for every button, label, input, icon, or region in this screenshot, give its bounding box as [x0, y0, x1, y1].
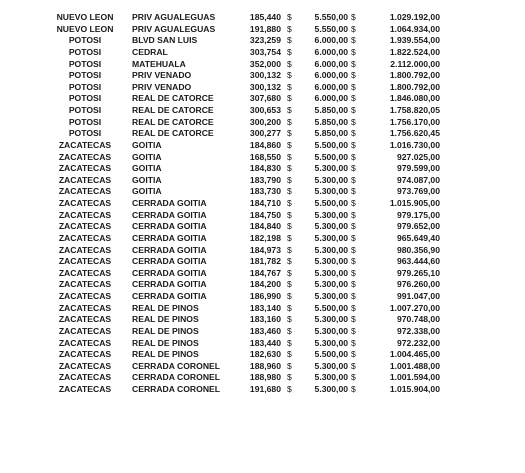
- price-cell: 5.300,00: [314, 325, 348, 336]
- price-cell: 5.300,00: [314, 314, 348, 325]
- currency-symbol: $: [351, 314, 356, 325]
- currency-symbol: $: [287, 372, 292, 383]
- table-row: [0, 361, 525, 373]
- total-cell: 980.356,90: [396, 244, 440, 255]
- place-cell: PRIV AGUALEGUAS: [132, 23, 216, 34]
- place-cell: PRIV VENADO: [132, 81, 192, 92]
- place-cell: CERRADA CORONEL: [132, 372, 221, 383]
- quantity-cell: 168,550: [249, 151, 281, 162]
- state-cell: NUEVO LEON: [56, 12, 114, 22]
- currency-symbol: $: [351, 139, 356, 150]
- state-cell: NUEVO LEON: [56, 23, 114, 34]
- quantity-cell: 184,710: [249, 198, 281, 208]
- currency-symbol: $: [351, 232, 356, 243]
- place-cell: GOITIA: [132, 186, 162, 197]
- place-cell: REAL DE CATORCE: [132, 93, 214, 104]
- currency-symbol: $: [351, 244, 356, 255]
- state-cell: ZACATECAS: [58, 221, 112, 232]
- quantity-cell: 184,830: [249, 163, 281, 174]
- currency-symbol: $: [287, 116, 292, 127]
- table-row: [0, 59, 525, 71]
- place-cell: PRIV AGUALEGUAS: [132, 12, 216, 22]
- state-cell: POTOSI: [68, 93, 102, 104]
- price-cell: 5.300,00: [314, 267, 348, 278]
- state-cell: ZACATECAS: [58, 232, 112, 243]
- total-cell: 979.652,00: [396, 221, 440, 232]
- quantity-cell: 184,767: [249, 267, 281, 278]
- total-cell: 1.800.792,00: [389, 81, 440, 92]
- currency-symbol: $: [287, 325, 292, 336]
- place-cell: CERRADA CORONEL: [132, 384, 221, 394]
- price-cell: 5.500,00: [314, 151, 348, 162]
- table-row: [0, 326, 525, 338]
- quantity-cell: 188,960: [249, 360, 281, 371]
- spreadsheet-table: [0, 12, 525, 396]
- currency-symbol: $: [351, 198, 356, 208]
- state-cell: ZACATECAS: [58, 174, 112, 185]
- currency-symbol: $: [287, 221, 292, 232]
- total-cell: 974.087,00: [396, 174, 440, 185]
- quantity-cell: 300,132: [249, 70, 281, 81]
- table-row: [0, 303, 525, 315]
- place-cell: GOITIA: [132, 139, 162, 150]
- total-cell: 1.846.080,00: [389, 93, 440, 104]
- total-cell: 991.047,00: [396, 291, 440, 301]
- total-cell: 1.756.620,45: [389, 128, 440, 139]
- quantity-cell: 191,680: [249, 384, 281, 394]
- table-row: [0, 93, 525, 105]
- price-cell: 5.500,00: [314, 139, 348, 150]
- state-cell: ZACATECAS: [58, 279, 112, 290]
- currency-symbol: $: [287, 46, 292, 57]
- total-cell: 1.015.904,00: [389, 384, 440, 394]
- table-row: [0, 210, 525, 222]
- currency-symbol: $: [351, 186, 356, 197]
- total-cell: 1.064.934,00: [389, 23, 440, 34]
- total-cell: 1.029.192,00: [389, 12, 440, 22]
- state-cell: ZACATECAS: [58, 314, 112, 325]
- table-row: [0, 12, 525, 24]
- price-cell: 5.300,00: [314, 337, 348, 348]
- table-row: [0, 372, 525, 384]
- total-cell: 1.016.730,00: [389, 139, 440, 150]
- total-cell: 1.758.820,05: [389, 105, 440, 115]
- table-row: [0, 268, 525, 280]
- place-cell: CERRADA GOITIA: [132, 221, 207, 232]
- state-cell: ZACATECAS: [58, 186, 112, 197]
- price-cell: 6.000,00: [314, 93, 348, 104]
- total-cell: 972.232,00: [396, 337, 440, 348]
- currency-symbol: $: [351, 23, 356, 34]
- state-cell: ZACATECAS: [58, 372, 112, 383]
- currency-symbol: $: [287, 93, 292, 104]
- quantity-cell: 191,880: [249, 23, 281, 34]
- total-cell: 1.756.170,00: [389, 116, 440, 127]
- currency-symbol: $: [287, 314, 292, 325]
- currency-symbol: $: [351, 256, 356, 267]
- currency-symbol: $: [351, 221, 356, 232]
- table-row: [0, 105, 525, 117]
- price-cell: 5.500,00: [314, 198, 348, 208]
- state-cell: POTOSI: [68, 46, 102, 57]
- price-cell: 5.300,00: [314, 384, 348, 394]
- place-cell: CERRADA GOITIA: [132, 291, 207, 301]
- table-row: [0, 384, 525, 396]
- currency-symbol: $: [287, 302, 292, 313]
- quantity-cell: 188,980: [249, 372, 281, 383]
- state-cell: POTOSI: [68, 116, 102, 127]
- price-cell: 5.300,00: [314, 360, 348, 371]
- place-cell: CERRADA GOITIA: [132, 256, 207, 267]
- quantity-cell: 184,200: [249, 279, 281, 290]
- quantity-cell: 300,653: [249, 105, 281, 115]
- table-row: [0, 70, 525, 82]
- currency-symbol: $: [287, 291, 292, 301]
- table-row: [0, 128, 525, 140]
- state-cell: ZACATECAS: [58, 384, 112, 394]
- currency-symbol: $: [351, 116, 356, 127]
- quantity-cell: 300,200: [249, 116, 281, 127]
- currency-symbol: $: [351, 279, 356, 290]
- quantity-cell: 181,782: [249, 256, 281, 267]
- total-cell: 979.599,00: [396, 163, 440, 174]
- price-cell: 6.000,00: [314, 70, 348, 81]
- price-cell: 5.500,00: [314, 302, 348, 313]
- total-cell: 1.001.594,00: [389, 372, 440, 383]
- state-cell: ZACATECAS: [58, 325, 112, 336]
- place-cell: CERRADA GOITIA: [132, 267, 207, 278]
- price-cell: 5.300,00: [314, 163, 348, 174]
- quantity-cell: 186,990: [249, 291, 281, 301]
- total-cell: 1.015.905,00: [389, 198, 440, 208]
- state-cell: ZACATECAS: [58, 198, 112, 208]
- currency-symbol: $: [287, 279, 292, 290]
- state-cell: POTOSI: [68, 105, 102, 115]
- total-cell: 970.748,00: [396, 314, 440, 325]
- quantity-cell: 183,790: [249, 174, 281, 185]
- place-cell: REAL DE PINOS: [132, 349, 199, 360]
- total-cell: 2.112.000,00: [390, 58, 440, 69]
- currency-symbol: $: [287, 23, 292, 34]
- place-cell: GOITIA: [132, 163, 162, 174]
- price-cell: 6.000,00: [314, 46, 348, 57]
- total-cell: 1.007.270,00: [389, 302, 440, 313]
- total-cell: 1.001.488,00: [389, 360, 440, 371]
- price-cell: 5.300,00: [314, 221, 348, 232]
- price-cell: 6.000,00: [314, 35, 348, 46]
- table-row: [0, 245, 525, 257]
- quantity-cell: 307,680: [249, 93, 281, 104]
- place-cell: REAL DE CATORCE: [132, 105, 214, 115]
- total-cell: 963.444,60: [396, 256, 440, 267]
- total-cell: 927.025,00: [396, 151, 440, 162]
- price-cell: 5.550,00: [314, 23, 348, 34]
- table-row: [0, 291, 525, 303]
- currency-symbol: $: [351, 174, 356, 185]
- table-row: [0, 175, 525, 187]
- place-cell: REAL DE CATORCE: [132, 128, 214, 139]
- quantity-cell: 300,132: [249, 81, 281, 92]
- quantity-cell: 184,750: [249, 209, 281, 220]
- table-row: [0, 186, 525, 198]
- total-cell: 965.649,40: [396, 232, 440, 243]
- state-cell: POTOSI: [68, 81, 102, 92]
- state-cell: POTOSI: [68, 35, 102, 46]
- currency-symbol: $: [351, 349, 356, 360]
- quantity-cell: 182,630: [249, 349, 281, 360]
- place-cell: REAL DE PINOS: [132, 337, 199, 348]
- currency-symbol: $: [287, 256, 292, 267]
- currency-symbol: $: [351, 151, 356, 162]
- place-cell: REAL DE PINOS: [132, 314, 199, 325]
- state-cell: ZACATECAS: [58, 209, 112, 220]
- total-cell: 1.800.792,00: [389, 70, 440, 81]
- currency-symbol: $: [287, 186, 292, 197]
- total-cell: 976.260,00: [396, 279, 440, 290]
- currency-symbol: $: [287, 174, 292, 185]
- price-cell: 5.300,00: [314, 232, 348, 243]
- table-row: [0, 163, 525, 175]
- currency-symbol: $: [351, 163, 356, 174]
- place-cell: CEDRAL: [132, 46, 168, 57]
- quantity-cell: 300,277: [249, 128, 281, 139]
- state-cell: POTOSI: [68, 128, 102, 139]
- table-row: [0, 152, 525, 164]
- total-cell: 972.338,00: [396, 325, 440, 336]
- price-cell: 5.550,00: [314, 12, 348, 22]
- place-cell: REAL DE PINOS: [132, 302, 199, 313]
- table-row: [0, 233, 525, 245]
- state-cell: ZACATECAS: [58, 256, 112, 267]
- table-row: [0, 279, 525, 291]
- table-row: [0, 117, 525, 129]
- price-cell: 5.500,00: [314, 349, 348, 360]
- currency-symbol: $: [351, 291, 356, 301]
- currency-symbol: $: [351, 337, 356, 348]
- currency-symbol: $: [351, 360, 356, 371]
- price-cell: 5.300,00: [314, 256, 348, 267]
- price-cell: 5.850,00: [314, 128, 348, 139]
- currency-symbol: $: [351, 302, 356, 313]
- place-cell: REAL DE PINOS: [132, 325, 199, 336]
- state-cell: ZACATECAS: [58, 244, 112, 255]
- quantity-cell: 323,259: [249, 35, 281, 46]
- place-cell: CERRADA GOITIA: [132, 244, 207, 255]
- place-cell: CERRADA GOITIA: [132, 279, 207, 290]
- quantity-cell: 183,460: [249, 325, 281, 336]
- state-cell: ZACATECAS: [58, 337, 112, 348]
- currency-symbol: $: [351, 35, 356, 46]
- currency-symbol: $: [351, 58, 356, 69]
- state-cell: POTOSI: [68, 70, 102, 81]
- table-row: [0, 24, 525, 36]
- state-cell: ZACATECAS: [58, 163, 112, 174]
- currency-symbol: $: [351, 372, 356, 383]
- price-cell: 5.300,00: [314, 244, 348, 255]
- table-row: [0, 47, 525, 59]
- place-cell: PRIV VENADO: [132, 70, 192, 81]
- currency-symbol: $: [287, 35, 292, 46]
- currency-symbol: $: [287, 198, 292, 208]
- currency-symbol: $: [287, 12, 292, 22]
- place-cell: REAL DE CATORCE: [132, 116, 214, 127]
- currency-symbol: $: [351, 93, 356, 104]
- currency-symbol: $: [351, 105, 356, 115]
- currency-symbol: $: [287, 384, 292, 394]
- quantity-cell: 183,730: [249, 186, 281, 197]
- quantity-cell: 184,860: [249, 139, 281, 150]
- currency-symbol: $: [351, 81, 356, 92]
- quantity-cell: 182,198: [249, 232, 281, 243]
- place-cell: GOITIA: [132, 174, 162, 185]
- currency-symbol: $: [351, 128, 356, 139]
- price-cell: 5.300,00: [314, 209, 348, 220]
- currency-symbol: $: [287, 139, 292, 150]
- table-row: [0, 256, 525, 268]
- quantity-cell: 352,000: [249, 58, 281, 69]
- quantity-cell: 183,140: [249, 302, 281, 313]
- currency-symbol: $: [287, 163, 292, 174]
- table-row: [0, 35, 525, 47]
- quantity-cell: 183,440: [249, 337, 281, 348]
- price-cell: 5.300,00: [314, 291, 348, 301]
- currency-symbol: $: [287, 337, 292, 348]
- total-cell: 979.265,10: [396, 267, 440, 278]
- price-cell: 5.300,00: [314, 186, 348, 197]
- currency-symbol: $: [351, 267, 356, 278]
- currency-symbol: $: [287, 81, 292, 92]
- currency-symbol: $: [287, 232, 292, 243]
- table-row: [0, 221, 525, 233]
- table-row: [0, 349, 525, 361]
- quantity-cell: 303,754: [249, 46, 281, 57]
- state-cell: ZACATECAS: [58, 291, 112, 301]
- total-cell: 1.004.465,00: [389, 349, 440, 360]
- currency-symbol: $: [287, 58, 292, 69]
- currency-symbol: $: [287, 267, 292, 278]
- table-row: [0, 140, 525, 152]
- place-cell: CERRADA GOITIA: [132, 232, 207, 243]
- quantity-cell: 184,840: [249, 221, 281, 232]
- currency-symbol: $: [351, 209, 356, 220]
- currency-symbol: $: [351, 384, 356, 394]
- state-cell: ZACATECAS: [58, 349, 112, 360]
- total-cell: 1.822.524,00: [389, 46, 440, 57]
- place-cell: GOITIA: [132, 151, 162, 162]
- table-row: [0, 82, 525, 94]
- price-cell: 5.850,00: [314, 105, 348, 115]
- price-cell: 5.300,00: [314, 279, 348, 290]
- currency-symbol: $: [287, 151, 292, 162]
- currency-symbol: $: [287, 128, 292, 139]
- place-cell: BLVD SAN LUIS: [132, 35, 198, 46]
- place-cell: CERRADA GOITIA: [132, 209, 207, 220]
- currency-symbol: $: [287, 105, 292, 115]
- state-cell: ZACATECAS: [58, 151, 112, 162]
- price-cell: 5.300,00: [314, 372, 348, 383]
- price-cell: 6.000,00: [314, 81, 348, 92]
- price-cell: 5.300,00: [314, 174, 348, 185]
- total-cell: 979.175,00: [396, 209, 440, 220]
- total-cell: 1.939.554,00: [389, 35, 440, 46]
- quantity-cell: 183,160: [249, 314, 281, 325]
- state-cell: POTOSI: [68, 58, 102, 69]
- currency-symbol: $: [287, 209, 292, 220]
- place-cell: CERRADA GOITIA: [132, 198, 207, 208]
- state-cell: ZACATECAS: [58, 139, 112, 150]
- currency-symbol: $: [351, 12, 356, 22]
- currency-symbol: $: [287, 349, 292, 360]
- quantity-cell: 185,440: [249, 12, 281, 22]
- state-cell: ZACATECAS: [58, 302, 112, 313]
- currency-symbol: $: [287, 70, 292, 81]
- table-row: [0, 198, 525, 210]
- currency-symbol: $: [287, 244, 292, 255]
- currency-symbol: $: [351, 325, 356, 336]
- quantity-cell: 184,973: [249, 244, 281, 255]
- state-cell: ZACATECAS: [58, 360, 112, 371]
- table-row: [0, 338, 525, 350]
- currency-symbol: $: [287, 360, 292, 371]
- price-cell: 5.850,00: [314, 116, 348, 127]
- total-cell: 973.769,00: [396, 186, 440, 197]
- table-row: [0, 314, 525, 326]
- currency-symbol: $: [351, 46, 356, 57]
- price-cell: 6.000,00: [314, 58, 348, 69]
- place-cell: CERRADA CORONEL: [132, 360, 221, 371]
- state-cell: ZACATECAS: [58, 267, 112, 278]
- place-cell: MATEHUALA: [132, 58, 186, 69]
- currency-symbol: $: [351, 70, 356, 81]
